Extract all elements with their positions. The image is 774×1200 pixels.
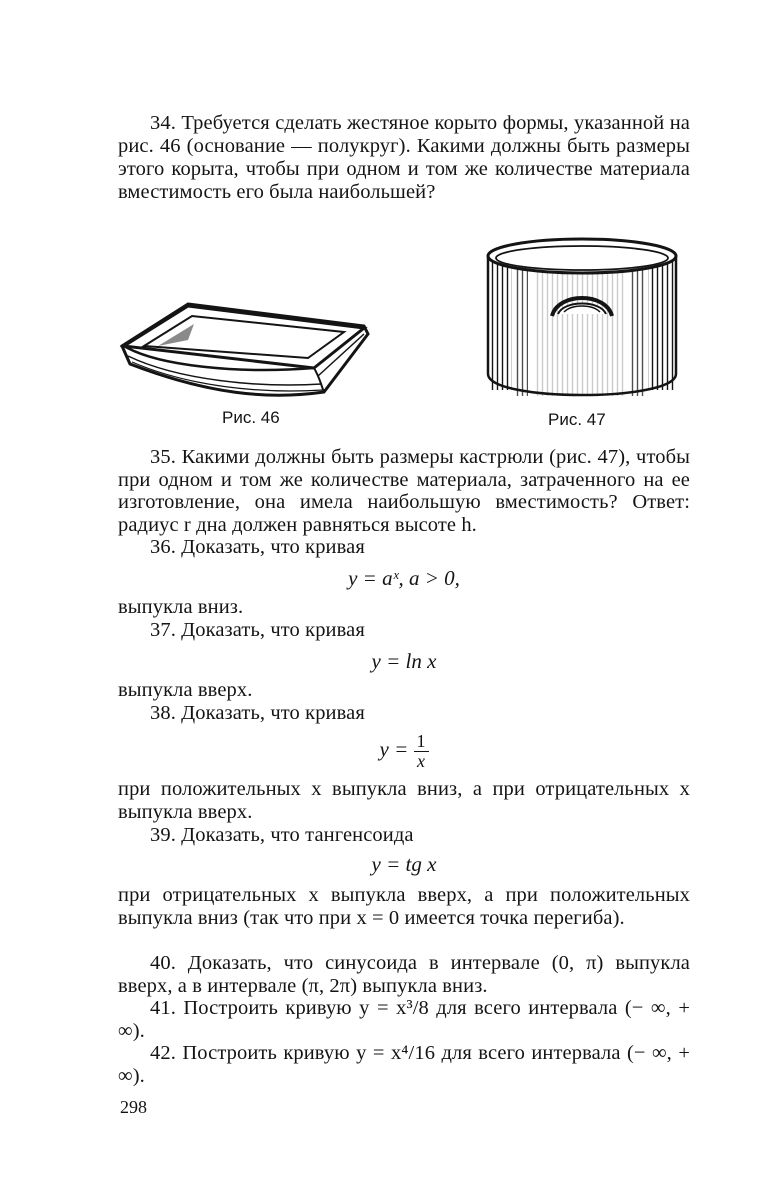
- trough-figure: [118, 296, 380, 402]
- problem-34: 34. Требуется сделать жестяное корыто формы, указанной на рис. 46 (основание — полукруг). Какими должны быть размеры этого корыта, чтобы при одном и том же количестве материала вместимость его была наибольшей?: [118, 112, 690, 203]
- fraction-denominator: x: [417, 750, 425, 771]
- problem-38-conclusion: при положительных x выпукла вниз, а при отрицательных x выпукла вверх.: [118, 778, 690, 823]
- formula-36: y = aˣ, a > 0,: [348, 566, 460, 590]
- problem-36-conclusion: выпукла вниз.: [118, 596, 244, 618]
- formula-38-lhs: y =: [379, 737, 409, 761]
- problem-41: 41. Построить кривую y = x³/8 для всего интервала (− ∞, + ∞).: [118, 997, 690, 1042]
- formula-37: y = ln x: [371, 649, 437, 673]
- formula-39: y = tg x: [371, 852, 437, 876]
- problem-39-conclusion: при отрицательных x выпукла вверх, а при положительных выпукла вниз (так что при x = 0 имеется точка перегиба).: [118, 884, 690, 929]
- problem-35: 35. Какими должны быть размеры кастрюли (рис. 47), чтобы при одном и том же количестве материала, затраченного на ее изготовление, она имела наибольшую вместимость? Ответ: радиус r дна должен равняться высоте h.: [118, 446, 690, 536]
- fraction: [414, 732, 429, 771]
- pot-figure: [480, 232, 690, 402]
- problem-39: 39. Доказать, что тангенсоида: [150, 824, 414, 846]
- problem-37-conclusion: выпукла вверх.: [118, 679, 253, 701]
- problem-42: 42. Построить кривую y = x⁴/16 для всего интервала (− ∞, + ∞).: [118, 1042, 690, 1087]
- problem-37: 37. Доказать, что кривая: [150, 619, 365, 641]
- problem-38: 38. Доказать, что кривая: [150, 702, 365, 724]
- figure-46-caption: Рис. 46: [222, 408, 280, 427]
- problem-40: 40. Доказать, что синусоида в интервале (0, π) выпукла вверх, а в интервале (π, 2π) выпукла вниз.: [118, 952, 690, 997]
- fraction-numerator: 1: [414, 732, 429, 752]
- formula-38: [118, 727, 690, 771]
- figure-47-caption: Рис. 47: [548, 410, 606, 429]
- problem-36: 36. Доказать, что кривая: [150, 536, 365, 558]
- page-number: 298: [120, 1097, 147, 1117]
